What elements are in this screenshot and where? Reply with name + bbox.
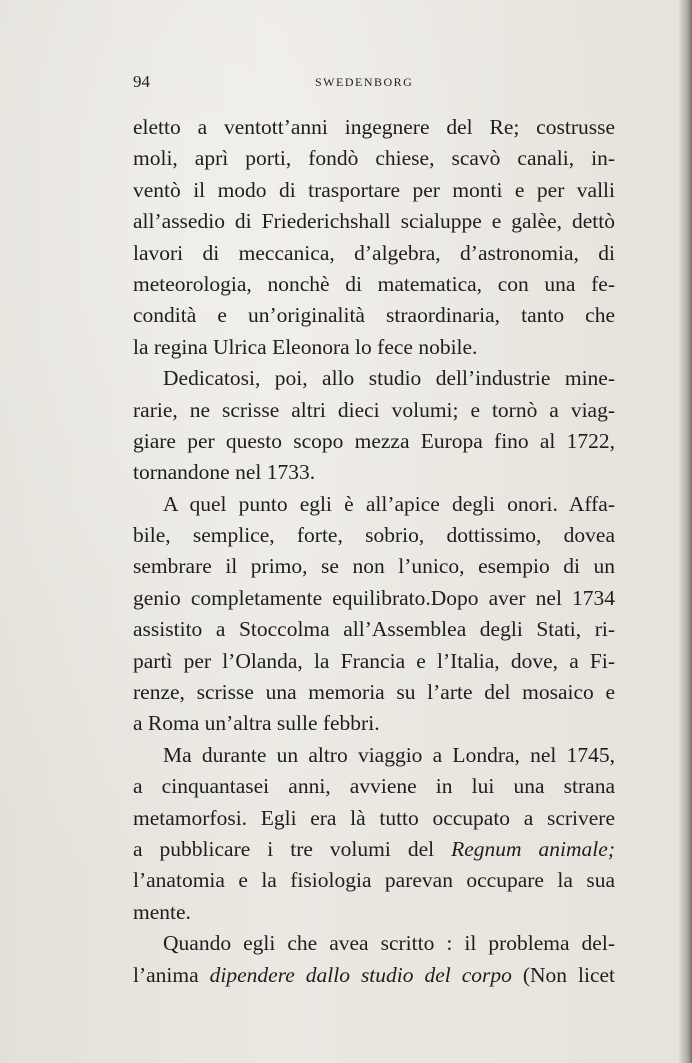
page-header [133,72,615,92]
page-number: 94 [133,72,150,91]
text-line-10: rarie, ne scrisse altri dieci volumi; e tornò a viag- [133,397,615,422]
text-line-5: lavori di meccanica, d’algebra, d’astronomia, di [133,240,615,265]
text-line-16: genio completamente equilibrato.Dopo aver nel 1734 [133,585,615,610]
text-line-3: ventò il modo di trasportare per monti e per valli [133,177,615,202]
text-line-2: moli, aprì porti, fondò chiese, scavò canali, in- [133,146,615,171]
text-line-28-roman-start: l’anima [133,962,210,987]
text-line-6: meteorologia, nonchè di matematica, con una fe- [133,271,615,296]
text-line-27: Quando egli che avea scritto : il problema del- [163,931,615,956]
text-line-19: renze, scrisse una memoria su l’arte del mosaico e [133,680,615,705]
body-text [133,112,615,991]
text-line-1: eletto a ventott’anni ingegnere del Re; costrusse [133,115,615,139]
text-line-7: condità e un’originalità straordinaria, tanto che [133,303,615,328]
text-line-4: all’assedio di Friederichshall scialuppe e galèe, dettò [133,209,615,234]
text-line-28-roman-end: (Non licet [511,962,615,987]
text-line-12: tornandone nel 1733. [133,460,316,485]
text-line-28 [133,960,615,991]
text-line-9: Dedicatosi, poi, allo studio dell’industrie mine- [163,366,615,391]
text-line-18: partì per l’Olanda, la Francia e l’Italia, dove, a Fi- [133,648,615,673]
text-line-23: metamorfosi. Egli era là tutto occupato a scrivere [133,805,615,830]
text-line-24-roman: a pubblicare i tre volumi del [133,836,452,861]
book-title-italic: Regnum animale; [451,836,615,861]
text-line-14: bile, semplice, forte, sobrio, dottissimo, dovea [133,523,615,548]
text-line-24 [133,834,615,865]
running-head: SWEDENBORG [315,75,414,89]
page-edge-shadow [678,0,692,1063]
text-line-13: A quel punto egli è all’apice degli onori. Affa- [163,491,615,516]
text-line-22: a cinquantasei anni, avviene in lui una strana [133,774,615,799]
text-line-17: assistito a Stoccolma all’Assemblea degli Stati, ri- [133,617,615,642]
text-line-11: giare per questo scopo mezza Europa fino al 1722, [133,428,615,453]
text-line-25: l’anatomia e la fisiologia parevan occupare la sua [133,868,615,893]
text-line-21: Ma durante un altro viaggio a Londra, nel 1745, [163,742,615,767]
text-line-20: a Roma un’altra sulle febbri. [133,711,380,736]
text-line-15: sembrare il primo, se non l’unico, esempio di un [133,554,615,579]
text-line-8: la regina Ulrica Eleonora lo fece nobile. [133,334,478,359]
text-line-26: mente. [133,899,191,924]
quote-italic: dipendere dallo studio del corpo [209,962,512,987]
